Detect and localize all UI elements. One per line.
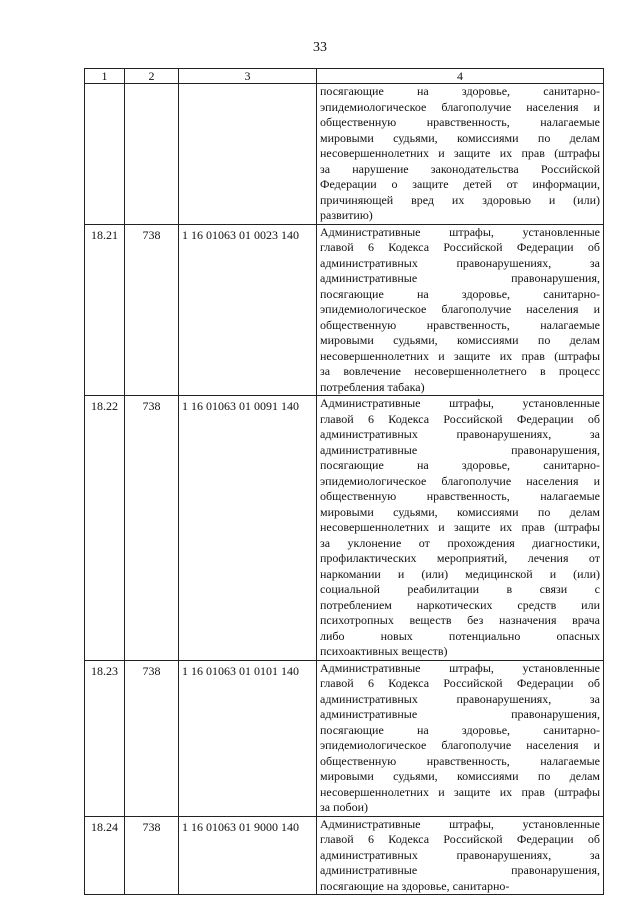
admin-code-cell: 738 xyxy=(125,816,179,895)
description-line: несовершеннолетних и защите их прав (штрафы xyxy=(320,146,600,160)
description-line: Административные штрафы, установленные xyxy=(320,816,600,831)
description-line: наркомании и (или) медицинской и (или) xyxy=(320,566,600,581)
description-line: потребления табака) xyxy=(320,379,425,394)
description-line: Административные штрафы, установленные xyxy=(320,396,600,410)
table-row xyxy=(85,84,604,225)
description-line: за побои) xyxy=(320,800,369,814)
description-line: за вовлечение несовершеннолетнего в процесс xyxy=(320,364,600,378)
row-number-cell: 18.22 xyxy=(85,396,125,661)
description-line: мировыми судьями, комиссиями по делам xyxy=(320,130,600,145)
description-line: административные правонарушения, xyxy=(320,271,600,285)
table-row xyxy=(85,396,604,661)
description-line: общественную нравственность, налагаемые xyxy=(320,317,600,332)
description-line: причиняющей вред их здоровью и (или) xyxy=(320,192,600,207)
description-line: административных правонарушениях, за xyxy=(320,255,600,270)
description-line: несовершеннолетних и защите их прав (штрафы xyxy=(320,348,600,363)
table-row xyxy=(85,660,604,816)
budget-code-cell xyxy=(179,84,317,225)
page-number: 33 xyxy=(313,40,327,55)
description-line: эпидемиологическое благополучие населения и xyxy=(320,302,600,316)
description-line: мировыми судьями, комиссиями по делам xyxy=(320,769,600,783)
description-line: за нарушение законодательства Российской xyxy=(320,161,600,176)
header-cell-3: 3 xyxy=(179,69,317,84)
description-cell xyxy=(317,84,604,225)
description-line: посягающие на здоровье, санитарно- xyxy=(320,722,600,737)
description-line: потреблением наркотических средств или xyxy=(320,597,600,612)
description-line: эпидемиологическое благополучие населения и xyxy=(320,99,600,114)
description-line: административные правонарушения, xyxy=(320,863,600,877)
admin-code-cell: 738 xyxy=(125,660,179,816)
description-line: за уклонение от прохождения диагностики, xyxy=(320,535,600,550)
header-cell-2: 2 xyxy=(125,69,179,84)
budget-code-cell: 1 16 01063 01 0101 140 xyxy=(179,660,317,816)
description-line: посягающие на здоровье, санитарно- xyxy=(320,286,600,301)
description-line: мировыми судьями, комиссиями по делам xyxy=(320,504,600,519)
admin-code-cell: 738 xyxy=(125,396,179,661)
description-line: посягающие на здоровье, санитарно- xyxy=(320,458,600,472)
description-line: развитию) xyxy=(320,208,373,222)
description-cell xyxy=(317,224,604,396)
admin-code-cell: 738 xyxy=(125,224,179,396)
description-line: административные правонарушения, xyxy=(320,707,600,721)
description-line: общественную нравственность, налагаемые xyxy=(320,489,600,503)
description-line: эпидемиологическое благополучие населения и xyxy=(320,473,600,488)
description-line: административных правонарушениях, за xyxy=(320,427,600,441)
header-cell-1: 1 xyxy=(85,69,125,84)
description-line: общественную нравственность, налагаемые xyxy=(320,115,600,129)
row-number-cell: 18.23 xyxy=(85,660,125,816)
description-cell xyxy=(317,660,604,816)
description-line: главой 6 Кодекса Российской Федерации об xyxy=(320,240,600,254)
description-line: социальной реабилитации в связи с xyxy=(320,582,600,596)
header-cell-4: 4 xyxy=(317,69,604,84)
description-line: посягающие на здоровье, санитарно- xyxy=(320,84,600,98)
description-line: Административные штрафы, установленные xyxy=(320,660,600,675)
row-number-cell xyxy=(85,84,125,225)
description-line: административных правонарушениях, за xyxy=(320,847,600,862)
description-line: посягающие на здоровье, санитарно- xyxy=(320,878,510,893)
table-header-row xyxy=(85,69,604,84)
description-line: административные правонарушения, xyxy=(320,442,600,457)
description-line: либо новых потенциально опасных xyxy=(320,628,600,643)
description-line: эпидемиологическое благополучие населения и xyxy=(320,738,600,752)
table-row xyxy=(85,816,604,895)
description-line: психоактивных веществ) xyxy=(320,644,448,658)
table-body xyxy=(85,69,604,895)
description-line: психотропных веществ без назначения врача xyxy=(320,613,600,627)
description-line: главой 6 Кодекса Российской Федерации об xyxy=(320,411,600,426)
description-line: главой 6 Кодекса Российской Федерации об xyxy=(320,676,600,690)
description-line: Федерации о защите детей от информации, xyxy=(320,177,600,191)
description-cell xyxy=(317,396,604,661)
description-line: несовершеннолетних и защите их прав (штрафы xyxy=(320,784,600,799)
row-number-cell: 18.24 xyxy=(85,816,125,895)
budget-code-cell: 1 16 01063 01 9000 140 xyxy=(179,816,317,895)
description-line: административных правонарушениях, за xyxy=(320,691,600,706)
description-cell xyxy=(317,816,604,895)
admin-code-cell xyxy=(125,84,179,225)
budget-code-cell: 1 16 01063 01 0091 140 xyxy=(179,396,317,661)
budget-classification-table xyxy=(84,68,604,895)
description-line: профилактических мероприятий, лечения от xyxy=(320,551,600,565)
table-row xyxy=(85,224,604,396)
budget-code-cell: 1 16 01063 01 0023 140 xyxy=(179,224,317,396)
description-line: Административные штрафы, установленные xyxy=(320,224,600,239)
description-line: общественную нравственность, налагаемые xyxy=(320,753,600,768)
description-line: главой 6 Кодекса Российской Федерации об xyxy=(320,832,600,846)
description-line: несовершеннолетних и защите их прав (штрафы xyxy=(320,520,600,534)
description-line: мировыми судьями, комиссиями по делам xyxy=(320,333,600,347)
row-number-cell: 18.21 xyxy=(85,224,125,396)
